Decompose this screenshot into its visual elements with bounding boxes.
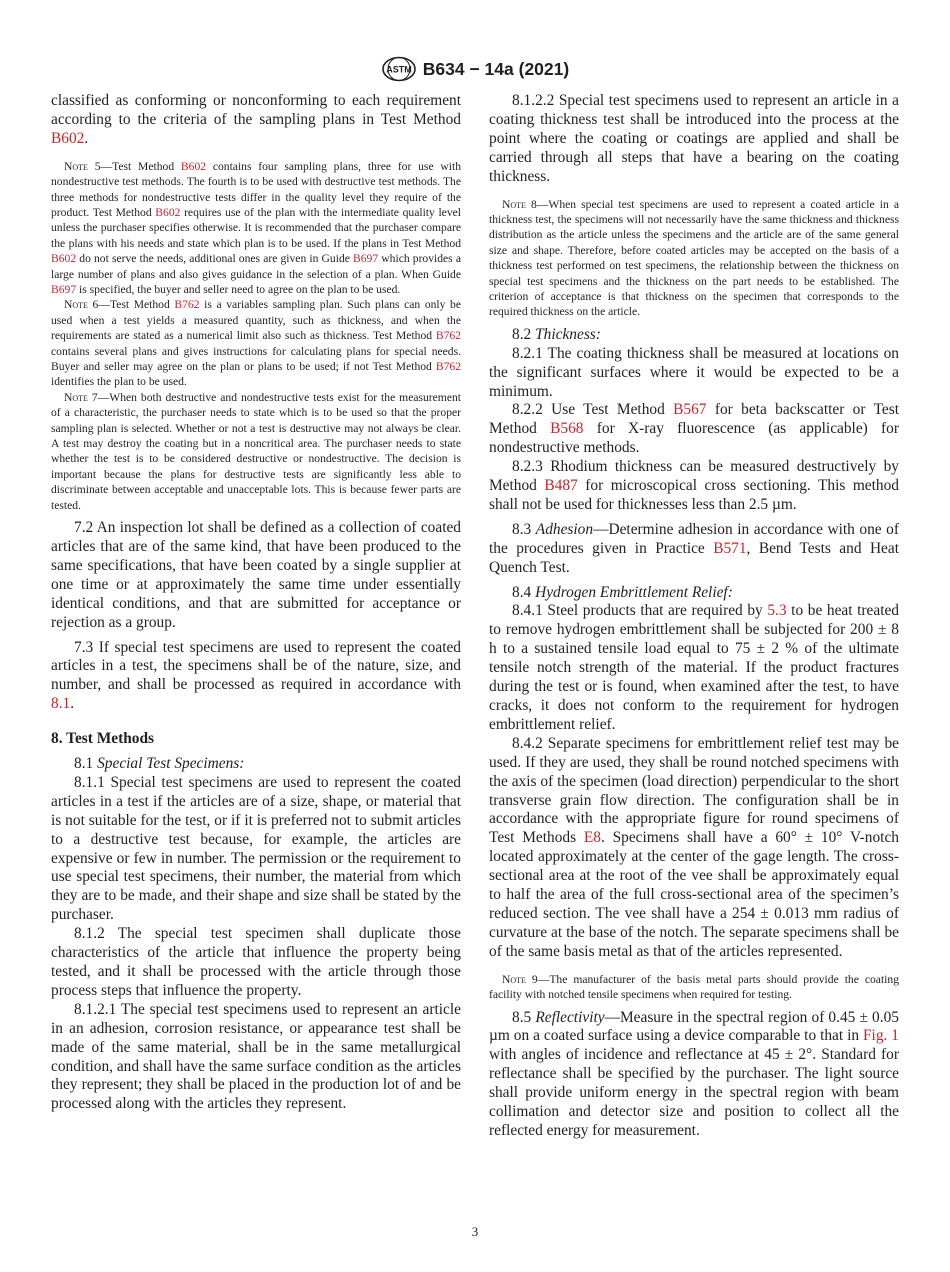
link-b762[interactable]: B762 xyxy=(435,329,461,343)
section-heading-8: 8. Test Methods xyxy=(51,730,155,748)
link-5-3[interactable]: 5.3 xyxy=(767,602,787,620)
page-number: 3 xyxy=(471,1224,479,1239)
link-8-1[interactable]: 8.1 xyxy=(51,695,71,713)
paragraph-7-2: 7.2 An inspection lot shall be defined as a collection of coated articles that are of the same kind, that have been produced to the same specifications, that have been coated by a single supplier at one time or at approximately the same time under essentially identical conditions, and that are submitted for acceptance or rejection as a group. xyxy=(51,519,461,631)
paragraph-8-1: 8.1 Special Test Specimens: xyxy=(74,755,245,773)
link-b602[interactable]: B602 xyxy=(155,205,181,219)
paragraph-8-1-2-1: 8.1.2.1 The special test specimens used to represent an article in an adhesion, corrosion resistance, or appearance test shall be made of the same material, shall be in the same metallurgical condition, and shall have the same surface condition as the articles they represent; they shall be placed in the production lot of and be processed along with the articles they represent. xyxy=(51,1000,461,1113)
link-e8[interactable]: E8 xyxy=(583,829,601,847)
note-9: Note 9—The manufacturer of the basis metal parts should provide the coating facility with notched tensile specimens when required for testing. xyxy=(489,972,899,1002)
svg-text:ASTM: ASTM xyxy=(386,64,412,75)
link-b602[interactable]: B602 xyxy=(51,129,85,147)
link-b762[interactable]: B762 xyxy=(174,298,200,312)
link-b571[interactable]: B571 xyxy=(713,539,747,557)
note-7: Note 7—When both destructive and nondestructive tests exist for the measurement of a characteristic, the purchaser needs to state which is to be used so that the proper sampling plan is selected. Whether or not a test is destructive may not always be clear. A test may destroy the coating but in a noncritical area. The purchaser needs to state whether the test is to be considered destructive or nondestructive. The decision is important because the plans for destructive tests are significantly less able to discriminate between acceptable and unacceptable lots. This is because fewer parts are tested. xyxy=(51,390,461,512)
paragraph-8-1-2-2: 8.1.2.2 Special test specimens used to represent an article in a coating thickness test shall be introduced into the process at the point where the coating or coatings are applied and shall be carried through all steps that have a bearing on the coating thickness. xyxy=(489,92,899,185)
link-b602[interactable]: B602 xyxy=(51,252,77,266)
paragraph-8-1-1: 8.1.1 Special test specimens are used to represent the coated articles in a test if the articles are of a size, shape, or material that is not suitable for the test, or if it is preferred not to submit articles to a destructive test because, for example, the articles are expensive or few in number. The permission or the requirement to use special test specimens, their number, the material from which they are to be made, and their shape and size shall be stated by the purchaser. xyxy=(51,773,461,924)
paragraph-8-4: 8.4 Hydrogen Embrittlement Relief: xyxy=(512,583,733,601)
link-b487[interactable]: B487 xyxy=(544,477,578,495)
link-b762[interactable]: B762 xyxy=(435,360,461,373)
link-b697[interactable]: B697 xyxy=(353,252,379,266)
paragraph-8-3: 8.3 Adhesion—Determine adhesion in accordance with one of the procedures given in Practice B571, Bend Tests and Heat Quench Test. xyxy=(489,520,900,576)
paragraph-8-5: 8.5 Reflectivity—Measure in the spectral region of 0.45 ± 0.05 µm on a coated surface using a device comparable to that in Fig. 1 with angles of incidence and reflectance at 45 ± 2°. Standard for reflectance shall be specified by the purchaser. The light source shall provide uniform energy in the spectral region with beam collimation and detector size and position to collect all the reflected energy for measurement. xyxy=(489,1008,900,1139)
paragraph-8-2-1: 8.2.1 The coating thickness shall be measured at locations on the significant surfaces where it would be expected to be a minimum. xyxy=(489,344,899,400)
link-b602[interactable]: B602 xyxy=(180,159,207,173)
note-8: Note 8—When special test specimens are used to represent a coated article in a thickness test, the specimens will not necessarily have the same thickness and thickness distribution as the article unless the specimens and the article are of the same general size and shape. Therefore, before coated articles may be accepted on the basis of a thickness test performed on test specimens, the relationship between the thickness on special test specimens and the thickness on the part needs to be established. The criterion of acceptance is that thickness on the specimen that corresponds to the required thickness on the article. xyxy=(489,197,899,319)
paragraph-8-2-3: 8.2.3 Rhodium thickness can be measured destructively by Method B487 for microscopical cross sectioning. This method shall not be used for thicknesses less than 2.5 µm. xyxy=(489,458,900,513)
page-header xyxy=(0,56,950,82)
paragraph-8-2-2: 8.2.2 Use Test Method B567 for beta backscatter or Test Method B568 for X-ray fluorescence (as applicable) for nondestructive methods. xyxy=(489,401,899,457)
paragraph-8-4-1: 8.4.1 Steel products that are required by 5.3 to be heat treated to remove hydrogen embrittlement shall be subjected for 200 ± 8 h to a sustained tensile load equal to 75 ± 2 % of the ultimate tensile notch strength of the material. If the product fractures during the test or is found, when examined after the test, to have cracks, it does not conform to the requirement for hydrogen embrittlement relief. xyxy=(489,602,899,733)
link-fig-1[interactable]: Fig. 1 xyxy=(863,1027,900,1045)
link-b567[interactable]: B567 xyxy=(673,401,707,419)
paragraph-8-2: 8.2 Thickness: xyxy=(512,325,601,343)
link-b697[interactable]: B697 xyxy=(51,282,77,296)
paragraph-7-1-continued: classified as conforming or nonconforming to each requirement according to the criteria of the sampling plans in Test Method B602. xyxy=(51,92,461,147)
paragraph-8-4-2: 8.4.2 Separate specimens for embrittlement relief test may be used. If they are used, they shall be round notched specimens with the axis of the specimen (load direction) perpendicular to the short transverse grain flow direction. The configuration shall be in accordance with the appropriate figure for round specimens of Test Methods E8. Specimens shall have a 60° ± 10° V-notch located approximately at the center of the gage length. The cross-sectional area at the root of the vee shall be approximately equal to half the area of the full cross-sectional area of the specimen’s reduced section. The vee shall have a 254 ± 0.013 mm radius of curvature at the base of the notch. The separate specimens shall be of the same basis metal as that of the articles represented. xyxy=(489,734,899,960)
left-column xyxy=(51,92,461,1114)
astm-logo xyxy=(381,56,417,82)
right-column xyxy=(489,92,899,1141)
paragraph-7-3: 7.3 If special test specimens are used to represent the coated articles in a test, the specimens shall be of the nature, size, and number, and shall be processed as required in accordance with 8.1. xyxy=(51,638,461,713)
note-5: Note 5—Test Method B602 contains four sampling plans, three for use with nondestructive test methods. The fourth is to be used with destructive test methods. The three methods for nondestructive tests differ in the quality level they require of the product. Test Method B602 requires use of the plan with the intermediate quality level unless the purchaser specifies otherwise. It is recommended that the purchaser compare the plans with his needs and state which plan is to be used. If the plans in Test Method B602 do not serve the needs, additional ones are given in Guide B697 which provides a large number of plans and also gives guidance in the selection of a plan. When Guide B697 is specified, the buyer and seller need to agree on the plan to be used. xyxy=(51,159,461,296)
standard-designation: B634 − 14a (2021) xyxy=(422,58,570,79)
note-6: Note 6—Test Method B762 is a variables sampling plan. Such plans can only be used when a test yields a measured quantity, such as thickness, and when the requirements are stated as a numerical limit also such as thickness. Test Method B762 contains several plans and gives instructions for calculating plans for special needs. Buyer and seller may agree on the plan or plans to be used; if not Test Method B762 identifies the plan to be used. xyxy=(51,298,461,389)
paragraph-8-1-2: 8.1.2 The special test specimen shall duplicate those characteristics of the article that influence the property being tested, and it shall be processed with the article through those process steps that influence the property. xyxy=(51,925,461,999)
link-b568[interactable]: B568 xyxy=(550,420,584,438)
